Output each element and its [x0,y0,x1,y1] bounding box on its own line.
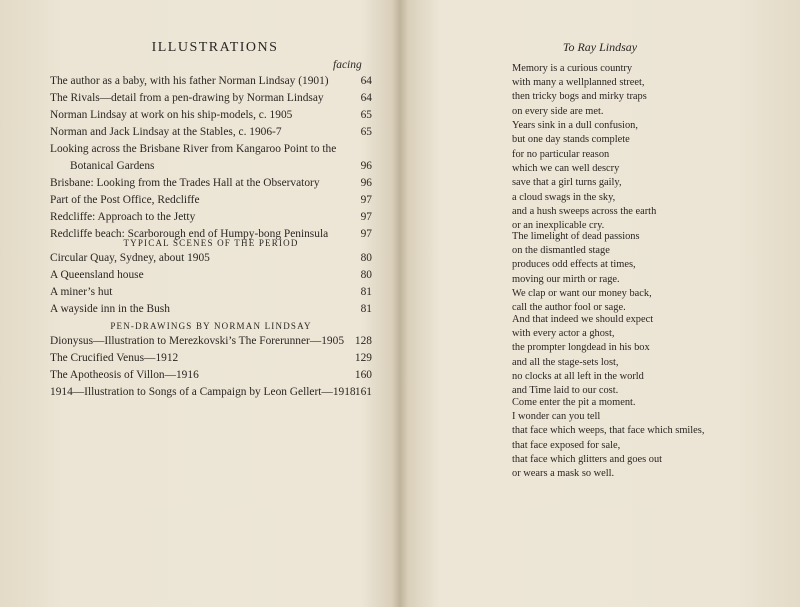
page-heading: ILLUSTRATIONS [151,40,279,55]
list-item [50,284,372,301]
poem-line: no clocks at all left in the world [512,370,644,382]
poem-line: save that a girl turns gaily, [512,177,622,189]
item-title: Brisbane: Looking from the Trades Hall at the Observatory [50,177,320,189]
poem-line: And that indeed we should expect [512,314,654,325]
item-page: 128 [354,335,372,347]
section-heading: TYPICAL SCENES OF THE PERIOD [123,238,299,248]
list-item [50,124,372,141]
poem-line: that face which glitters and goes out [512,453,663,465]
illustrations-page [0,0,398,607]
item-page: 64 [360,92,372,104]
poem-line: Memory is a curious country [512,63,633,74]
poem-page [402,0,800,607]
item-title: Redcliffe beach: Scarborough end of Humpy-bong Peninsula [50,228,329,240]
section-heading: PEN-DRAWINGS BY NORMAN LINDSAY [110,321,312,331]
list-item [50,333,372,350]
item-title: Botanical Gardens [70,160,155,172]
poem-line: Come enter the pit a moment. [512,397,636,408]
list-item [50,141,372,158]
plates-list [50,73,372,243]
stanza [512,313,782,398]
item-title: A wayside inn in the Bush [50,303,170,315]
poem-line: with every actor a ghost, [512,328,615,340]
poem-line: moving our mirth or rage. [512,273,620,285]
item-page: 65 [360,126,372,138]
item-title: 1914—Illustration to Songs of a Campaign by Leon Gellert—1918 [50,386,356,398]
poem-line: or wears a mask so well. [512,467,615,479]
poem-line: Years sink in a dull confusion, [512,119,638,131]
item-title: Redcliffe: Approach to the Jetty [50,211,196,223]
poem-line: the prompter longdead in his box [512,342,650,354]
item-title: Dionysus—Illustration to Merezkovski’s The Forerunner—1905 [50,335,345,347]
item-title: The author as a baby, with his father Norman Lindsay (1901) [50,75,329,87]
poem-line: and a hush sweeps across the earth [512,205,657,217]
poem-line: and all the stage-sets lost, [512,356,619,368]
poem-line: which we can well descry [512,163,620,175]
facing-label: facing [333,59,362,71]
item-page: 81 [360,303,372,315]
stanza [512,230,782,315]
poem-line: then tricky bogs and mirky traps [512,91,647,103]
poem-line: and Time laid to our cost. [512,384,619,396]
list-item [50,367,372,384]
item-title: The Apotheosis of Villon—1916 [50,369,199,381]
poem-line: for no particular reason [512,149,610,160]
poem-line: I wonder can you tell [512,411,601,423]
item-page: 96 [360,177,372,189]
dedication-title: To Ray Lindsay [562,40,638,54]
item-title: The Crucified Venus—1912 [50,352,179,364]
list-item [50,301,372,318]
item-title: The Rivals—detail from a pen-drawing by Norman Lindsay [50,92,324,104]
list-item [50,192,372,209]
item-page: 80 [360,252,372,264]
poem-line: that face exposed for sale, [512,439,621,451]
item-page: 161 [354,386,372,398]
poem-line: produces odd effects at times, [512,259,636,271]
list-item [50,158,372,175]
item-page: 80 [360,269,372,281]
list-item [50,250,372,267]
item-page: 64 [360,75,372,87]
item-page: 96 [360,160,372,172]
list-item [50,350,372,367]
item-page: 65 [360,109,372,121]
item-title: Looking across the Brisbane River from Kangaroo Point to the [50,143,337,155]
drawings-list [50,333,372,401]
item-title: Norman Lindsay at work on his ship-models, c. 1905 [50,109,293,121]
item-title: A miner’s hut [50,286,113,298]
item-page: 97 [360,211,372,223]
poem-line: but one day stands complete [512,133,630,145]
list-item [50,267,372,284]
list-item [50,73,372,90]
list-item [50,384,372,401]
list-item [50,175,372,192]
poem-line: The limelight of dead passions [512,231,640,242]
scenes-list [50,250,372,318]
list-item [50,107,372,124]
stanza [512,62,782,147]
list-item [50,209,372,226]
poem-line: with many a wellplanned street, [512,77,645,89]
poem-line: or an inexplicable cry. [512,219,605,231]
poem-line: on the dismantled stage [512,245,610,257]
poem-line: We clap or want our money back, [512,287,652,299]
item-page: 81 [360,286,372,298]
item-page: 97 [360,228,372,240]
item-page: 129 [354,352,372,364]
item-title: A Queensland house [50,269,144,281]
item-title: Circular Quay, Sydney, about 1905 [50,252,210,264]
list-item [50,90,372,107]
poem-line: that face which weeps, that face which smiles, [512,425,705,437]
item-title: Part of the Post Office, Redcliffe [50,194,200,206]
stanza [512,396,782,481]
item-page: 160 [354,369,372,381]
item-page: 97 [360,194,372,206]
poem-line: a cloud swags in the sky, [512,191,616,203]
item-title: Norman and Jack Lindsay at the Stables, c. 1906-7 [50,126,282,138]
poem-line: call the author fool or sage. [512,301,626,313]
stanza [512,148,782,233]
poem-line: on every side are met. [512,105,604,117]
